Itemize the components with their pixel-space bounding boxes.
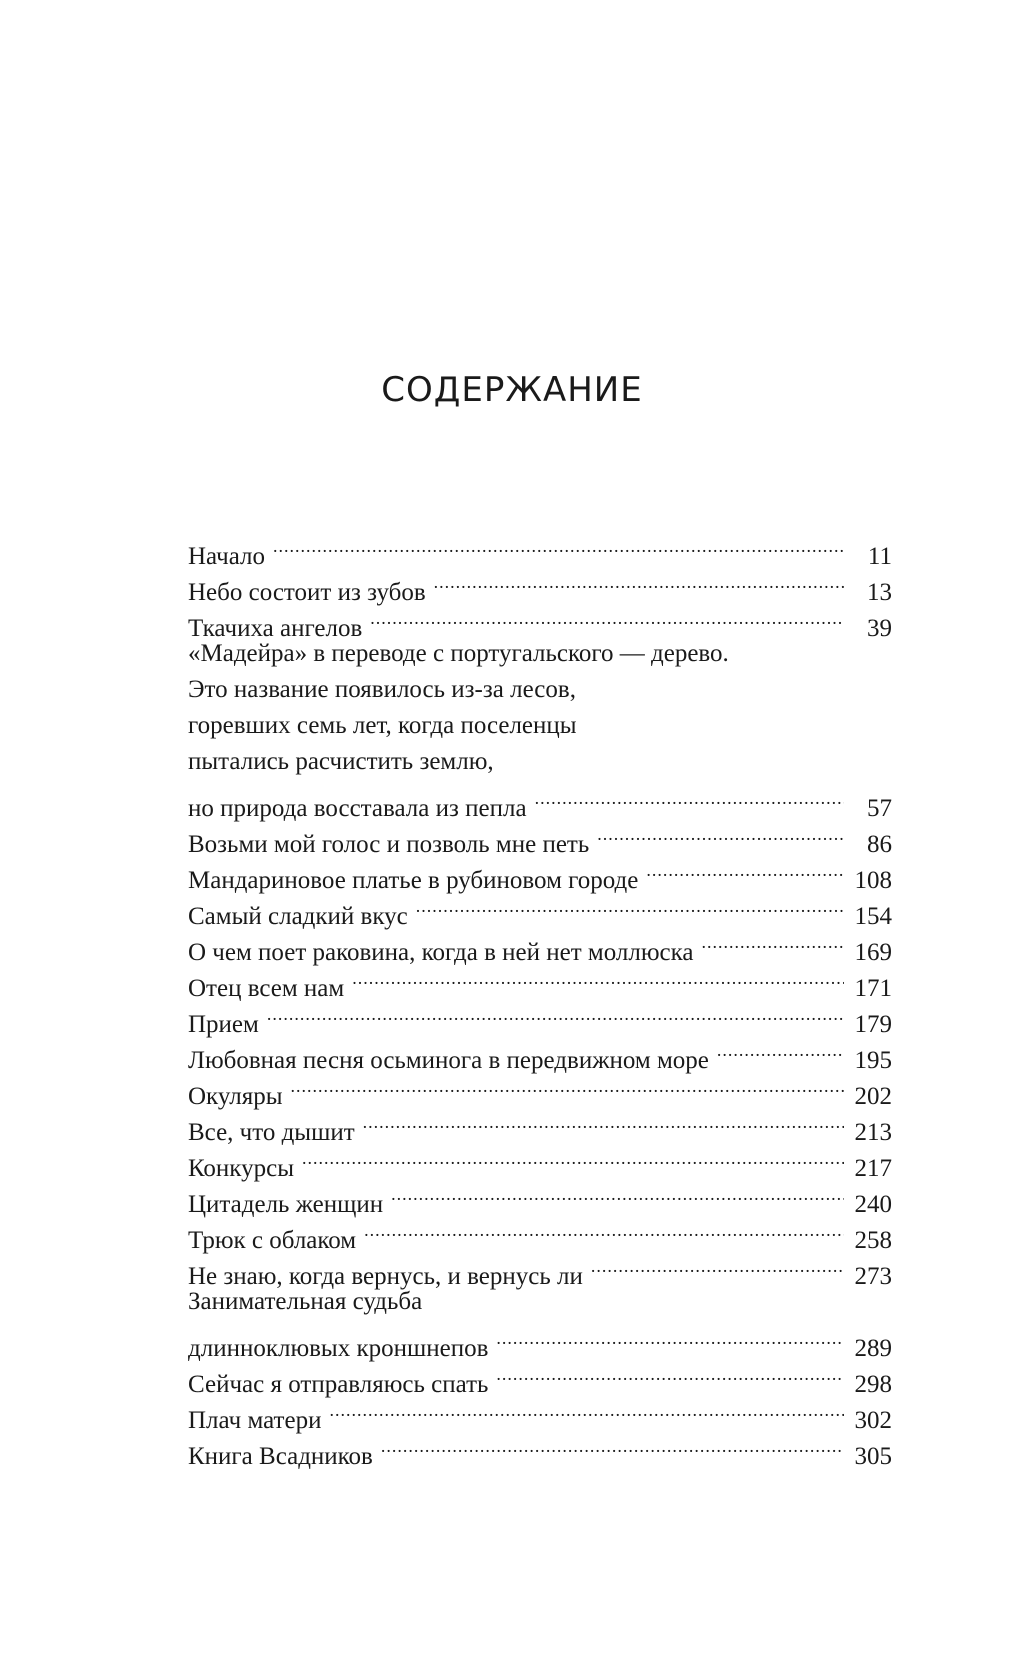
toc-entry-title-line: Занимательная судьба [188,1288,423,1315]
toc-page-number: 273 [854,1263,892,1290]
toc-entry [188,1068,892,1110]
dot-leader [381,1428,844,1464]
toc-page-number: 217 [854,1155,892,1182]
toc-page-number: 86 [867,831,892,858]
toc-entry [188,996,892,1038]
dot-leader [535,780,844,816]
dot-leader [370,600,844,636]
toc-page-number: 305 [854,1443,892,1470]
toc-entry [188,1104,892,1146]
page-title: СОДЕРЖАНИЕ [381,370,643,410]
toc-entry-title: Мандариновое платье в рубиновом городе [188,867,639,894]
toc-page-number: 289 [854,1335,892,1362]
toc-entry-title-line: Это название появилось из-за лесов, [188,676,576,703]
toc-entry-title: длинноклювых кроншнепов [188,1335,489,1362]
toc-entry-row [188,1032,892,1074]
dot-leader [391,1176,844,1212]
toc-page-number: 57 [867,795,892,822]
toc-entry-row [188,780,892,822]
dot-leader [434,564,844,600]
dot-leader [717,1032,844,1068]
toc-entry-title: но природа восставала из пепла [188,795,527,822]
dot-leader [416,888,844,924]
toc-entry-row [188,564,892,606]
toc-entry-title-line: «Мадейра» в переводе с португальского — дерево. [188,640,729,667]
dot-leader [291,1068,844,1104]
toc-entry-title: Окуляры [188,1083,283,1110]
dot-leader [352,960,844,996]
toc-entry-title: Трюк с облаком [188,1227,357,1254]
toc-entry-row [188,1068,892,1110]
toc-page-number: 13 [867,579,892,606]
dot-leader [302,1140,844,1176]
dot-leader [591,1248,844,1284]
toc-entry [188,564,892,606]
toc-page-number: 258 [854,1227,892,1254]
toc-page-number: 179 [854,1011,892,1038]
toc-entry-title-line: горевших семь лет, когда поселенцы [188,712,577,739]
toc-entry-title: Книга Всадников [188,1443,373,1470]
toc-entry-title: Самый сладкий вкус [188,903,408,930]
toc-entry-title: Конкурсы [188,1155,294,1182]
dot-leader [329,1392,844,1428]
toc-entry-row [188,996,892,1038]
dot-leader [267,996,844,1032]
toc-page-number: 240 [854,1191,892,1218]
toc-entry-title: Любовная песня осьминога в передвижном море [188,1047,709,1074]
toc-entry-title: О чем поет раковина, когда в ней нет моллюска [188,939,694,966]
toc-page-number: 171 [854,975,892,1002]
toc-entry-title: Не знаю, когда вернусь, и вернусь ли [188,1263,583,1290]
toc-page-number: 298 [854,1371,892,1398]
toc-entry-title: Сейчас я отправляюсь спать [188,1371,489,1398]
toc-page-number: 195 [854,1047,892,1074]
toc-page-number: 213 [854,1119,892,1146]
dot-leader [273,528,844,564]
toc-entry-title: Ткачиха ангелов [188,615,363,642]
dot-leader [363,1104,844,1140]
toc-page-number: 108 [854,867,892,894]
toc-page-number: 11 [867,543,892,570]
toc-entry-title: Прием [188,1011,259,1038]
toc-entry [188,636,892,822]
dot-leader [701,924,844,960]
toc-entry-row [188,1104,892,1146]
toc-entry-title: Плач матери [188,1407,322,1434]
dot-leader [597,816,844,852]
dot-leader [364,1212,844,1248]
toc-entry-row [188,528,892,570]
toc-page-number: 39 [867,615,892,642]
toc-entry-title: Все, что дышит [188,1119,355,1146]
toc-entry-title: Небо состоит из зубов [188,579,426,606]
toc-entry [188,1032,892,1074]
toc-entry-title: Начало [188,543,266,570]
toc-page-number: 302 [854,1407,892,1434]
toc-entry [188,528,892,570]
toc-entry-title: Отец всем нам [188,975,345,1002]
toc-entry-title: Цитадель женщин [188,1191,384,1218]
dot-leader [496,1356,844,1392]
toc-entry-row [188,1320,892,1362]
toc-page-number: 154 [854,903,892,930]
toc-entry-title: Возьми мой голос и позволь мне петь [188,831,590,858]
toc-page-number: 169 [854,939,892,966]
toc-page-number: 202 [854,1083,892,1110]
toc-entry-title-line: пытались расчистить землю, [188,748,494,775]
dot-leader [496,1320,844,1356]
dot-leader [646,852,844,888]
table-of-contents [188,528,892,1470]
